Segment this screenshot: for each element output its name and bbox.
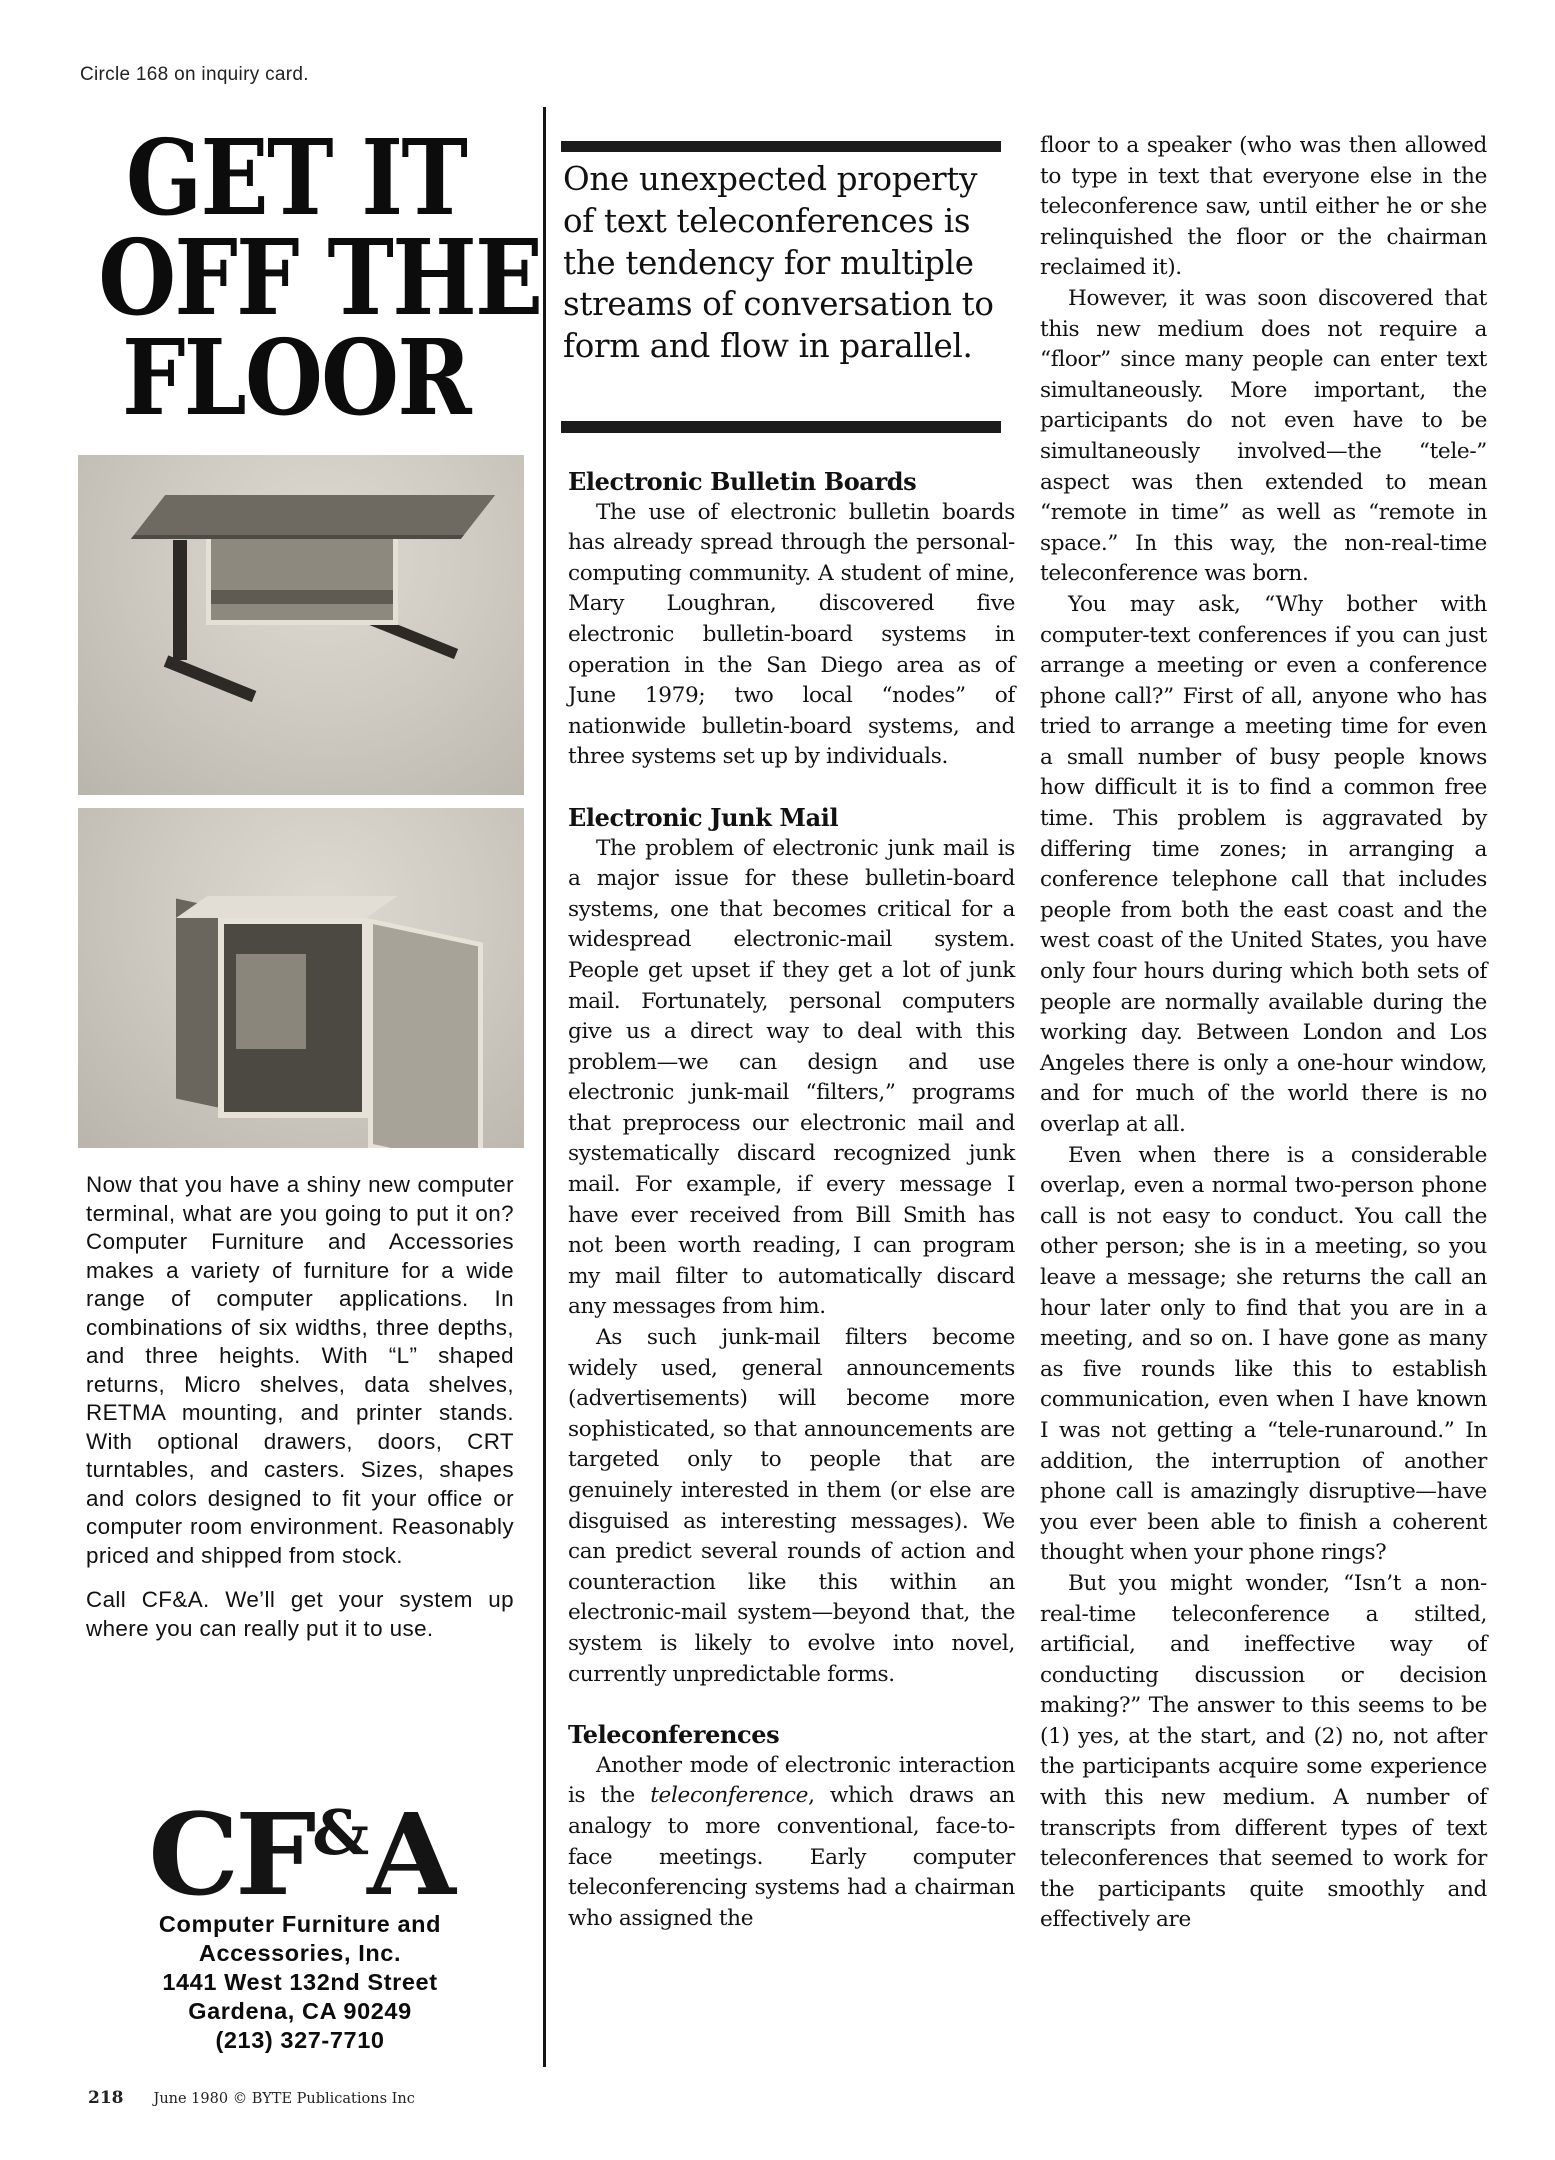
ad-paragraph: Now that you have a shiny new computer terminal, what are you going to put it on? Computer Furniture and Accessories makes a variety of furniture for a wide range of computer applications. In combinations of six widths, three depths, and three heights. With “L” shaped returns, Micro shelves, data shelves, RETMA mounting, and printer stands. With optional drawers, doors, CRT turntables, and casters. Sizes, shapes and colors designed to fit your office or computer room environment. Reasonably priced and shipped from stock. [86,1172,514,1568]
article-paragraph: As such junk-mail filters become widely used, general announcements (advertisements) will become more sophisticated, so that announcements are targeted only to people that are genuinely interested in them (or else are disguised as interesting messages). We can predict several rounds of action and counteraction like this within an electronic-mail system—beyond that, the system is likely to evolve into novel, currently unpredictable forms. [568,1325,1015,1687]
article-column-middle [568,467,1015,1934]
article-column-right [1040,131,1487,1936]
desk-top [131,495,495,539]
cabinet-photo [78,808,524,1148]
address-line: 1441 West 132nd Street [162,1969,438,1995]
page-number: 218 [88,2088,124,2108]
company-address [100,1910,500,2055]
cabinet-side [176,899,218,1108]
italic-term: teleconference [650,1783,809,1809]
logo-right: A [367,1790,452,1921]
article-paragraph: You may ask, “Why bother with computer-text conferences if you can just arrange a meeting or even a conference phone call?” First of all, anyone who has tried to arrange a meeting time for even a small number of busy people knows how difficult it is to find a common free time. This problem is aggravated by differing time zones; in arranging a conference telephone call that includes people from both the east coast and the west coast of the United States, you have only four hours during which both sets of people are normally available during the working day. Between London and Los Angeles there is only a one-hour window, and for much of the world there is no overlap at all. [1040,591,1487,1137]
ad-body-copy [86,1171,514,1643]
phone-number: (213) 327-7710 [215,2027,385,2053]
address-line: Gardena, CA 90249 [188,1998,412,2024]
section-heading: Electronic Junk Mail [568,802,839,832]
text-run: , which draws an analogy to more conventional, face-to-face meetings. Early computer teleconferencing systems had a chairman who assigned the [568,1783,1015,1931]
desk-photo [78,455,524,795]
text-run: Another mode of electronic interaction is the [568,1752,1015,1809]
logo-left: CF [148,1790,313,1921]
headline-line: FLOOR [122,316,470,439]
address-line: Computer Furniture and [158,1911,442,1937]
desk-foot [164,655,257,702]
section-heading: Electronic Bulletin Boards [568,467,917,496]
headline-line: GET IT [125,116,467,239]
ad-paragraph: Call CF&A. We’ll get your system up where you can really put it to use. [86,1587,514,1641]
article-paragraph [568,1751,1015,1935]
pull-quote-rule-bottom [561,421,1001,433]
article-paragraph: The use of electronic bulletin boards has already spread through the personal-computing community. A student of mine, Mary Loughran, discovered five electronic bulletin-board systems in operation in the San Diego area as of June 1979; two local “nodes” of nationwide bulletin-board systems, and three systems set up by individuals. [568,499,1015,770]
article-paragraph: Even when there is a considerable overlap, even a normal two-person phone call is not easy to conduct. You call the other person; she is in a meeting, so you leave a message; she returns the call an hour later only to find that you are in a meeting, and so on. I have gone as many as five rounds like this to establish communication, even when I have known I was not getting a “tele-runaround.” In addition, the interruption of another phone call is amazingly disruptive—have you ever been able to finish a coherent thought when your phone rings? [1040,1142,1487,1566]
section-heading: Teleconferences [568,1720,780,1750]
article-paragraph: However, it was soon discovered that this new medium does not require a “floor” since many people can enter text simultaneously. More important, the participants do not even have to be simultaneously involved—the “tele-” aspect was then extended to mean “remote in time” as well as “remote in space.” In this way, the non-real-time teleconference was born. [1040,285,1487,587]
desk-leg [173,540,187,660]
page-footer [88,2088,415,2108]
article-paragraph: The problem of electronic junk mail is a major issue for these bulletin-board systems, one that becomes critical for a widespread electronic-mail system. People get upset if they get a lot of junk mail. Fortunately, personal computers give us a direct way to deal with this problem—we can design and use electronic junk-mail “filters,” programs that preprocess our electronic mail and systematically discard recognized junk mail. For example, if every message I have ever received from Bill Smith has not been worth reading, I can program my mail filter to automatically discard any messages from him. [568,835,1015,1320]
address-line: Accessories, Inc. [198,1940,402,1966]
logo-ampersand: & [312,1796,368,1869]
cabinet-front [218,918,368,1118]
column-divider [543,107,546,2067]
cabinet-interior [224,924,362,1112]
desk-shelf [206,535,398,625]
ad-headline [98,116,542,439]
headline-line: OFF THE [98,216,542,339]
article-paragraph-continued: floor to a speaker (who was then allowed to type in text that everyone else in the teleconference saw, until either he or she relinquished the floor or the chairman reclaimed it). [1040,133,1487,281]
pull-quote: One unexpected property of text teleconferences is the tendency for multiple streams of conversation to form and flow in parallel. [563,160,994,366]
publication-credit: June 1980 © BYTE Publications Inc [153,2091,415,2107]
article-paragraph: But you might wonder, “Isn’t a non-real-time teleconference a stilted, artificial, and ineffective way of conducting discussion or decision making?” The answer to this seems to be (1) yes, at the start, and (2) no, not after the participants acquire some experience with this new medium. A number of transcripts from different types of text teleconferences that seemed to work for the participants quite smoothly and effectively are [1040,1570,1487,1933]
pull-quote-rule-top [561,141,1001,152]
inquiry-note: Circle 168 on inquiry card. [80,64,309,85]
cfa-logo [127,1778,474,1921]
cabinet-top [176,896,397,918]
cabinet-door [368,918,483,1148]
